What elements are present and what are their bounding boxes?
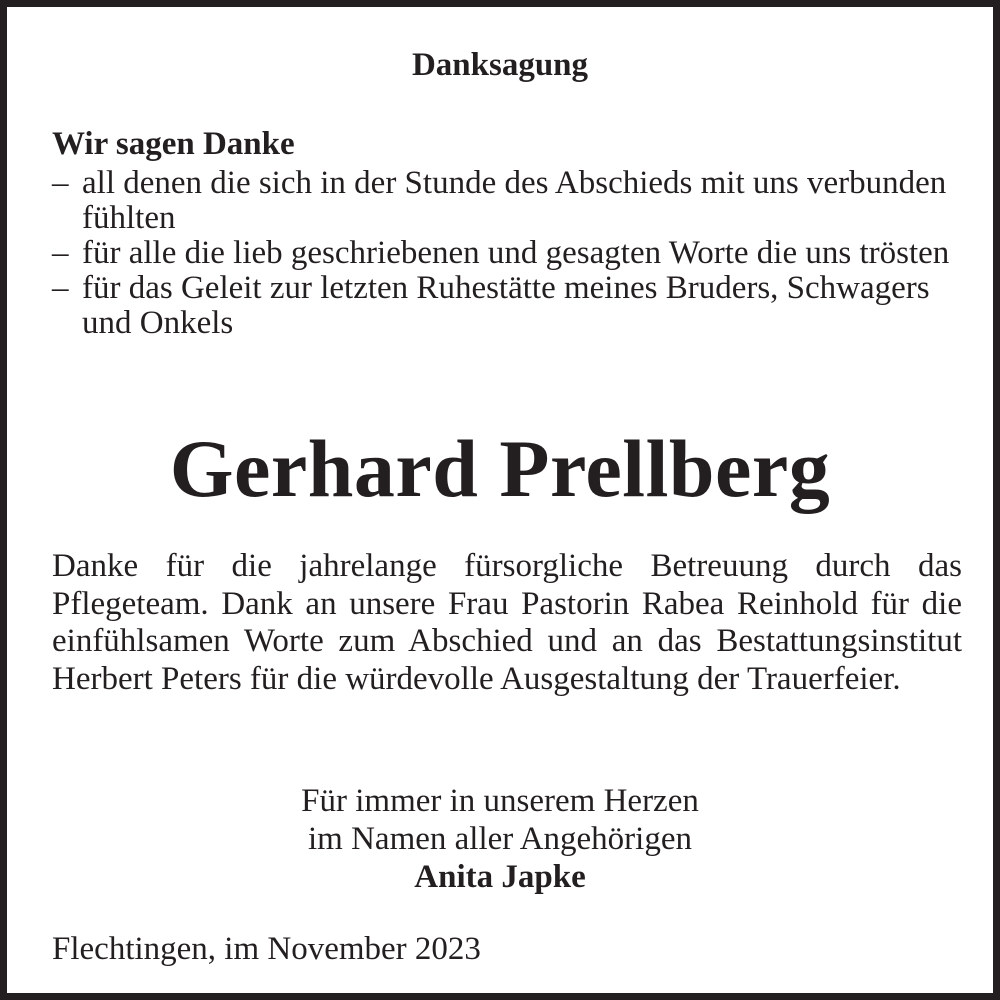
dash-marker: – (52, 165, 69, 201)
list-item (52, 236, 952, 271)
signer-name: Anita Japke (414, 859, 586, 895)
thanks-list (52, 166, 952, 341)
list-item-text: für alle die lieb geschriebenen und gesagten Worte die uns trösten (82, 235, 950, 271)
notice-heading: Danksagung (411, 47, 589, 83)
list-item (52, 271, 952, 341)
deceased-name: Gerhard Prellberg (169, 423, 831, 514)
dash-marker: – (52, 270, 69, 306)
thanks-intro: Wir sagen Danke (52, 126, 295, 162)
list-item-text: all denen die sich in der Stunde des Abschieds mit uns verbunden fühlten (82, 165, 947, 236)
list-item-text: für das Geleit zur letzten Ruhestätte meines Bruders, Schwagers und Onkels (82, 270, 930, 341)
list-item (52, 166, 952, 236)
thanks-paragraph: Danke für die jahrelange fürsorgliche Betreuung durch das Pflegeteam. Dank an unsere Frau Pastorin Rabea Reinhold für die einfühlsamen Worte zum Abschied und an das Bestattungsinstitut Herbert Peters für die würdevolle Ausgestaltung der Trauerfeier. (52, 548, 962, 697)
closing-block (7, 782, 993, 896)
dash-marker: – (52, 235, 69, 271)
place-date: Flechtingen, im November 2023 (52, 931, 481, 967)
closing-line-family: im Namen aller Angehörigen (308, 821, 692, 857)
closing-line-forever: Für immer in unserem Herzen (301, 783, 699, 819)
